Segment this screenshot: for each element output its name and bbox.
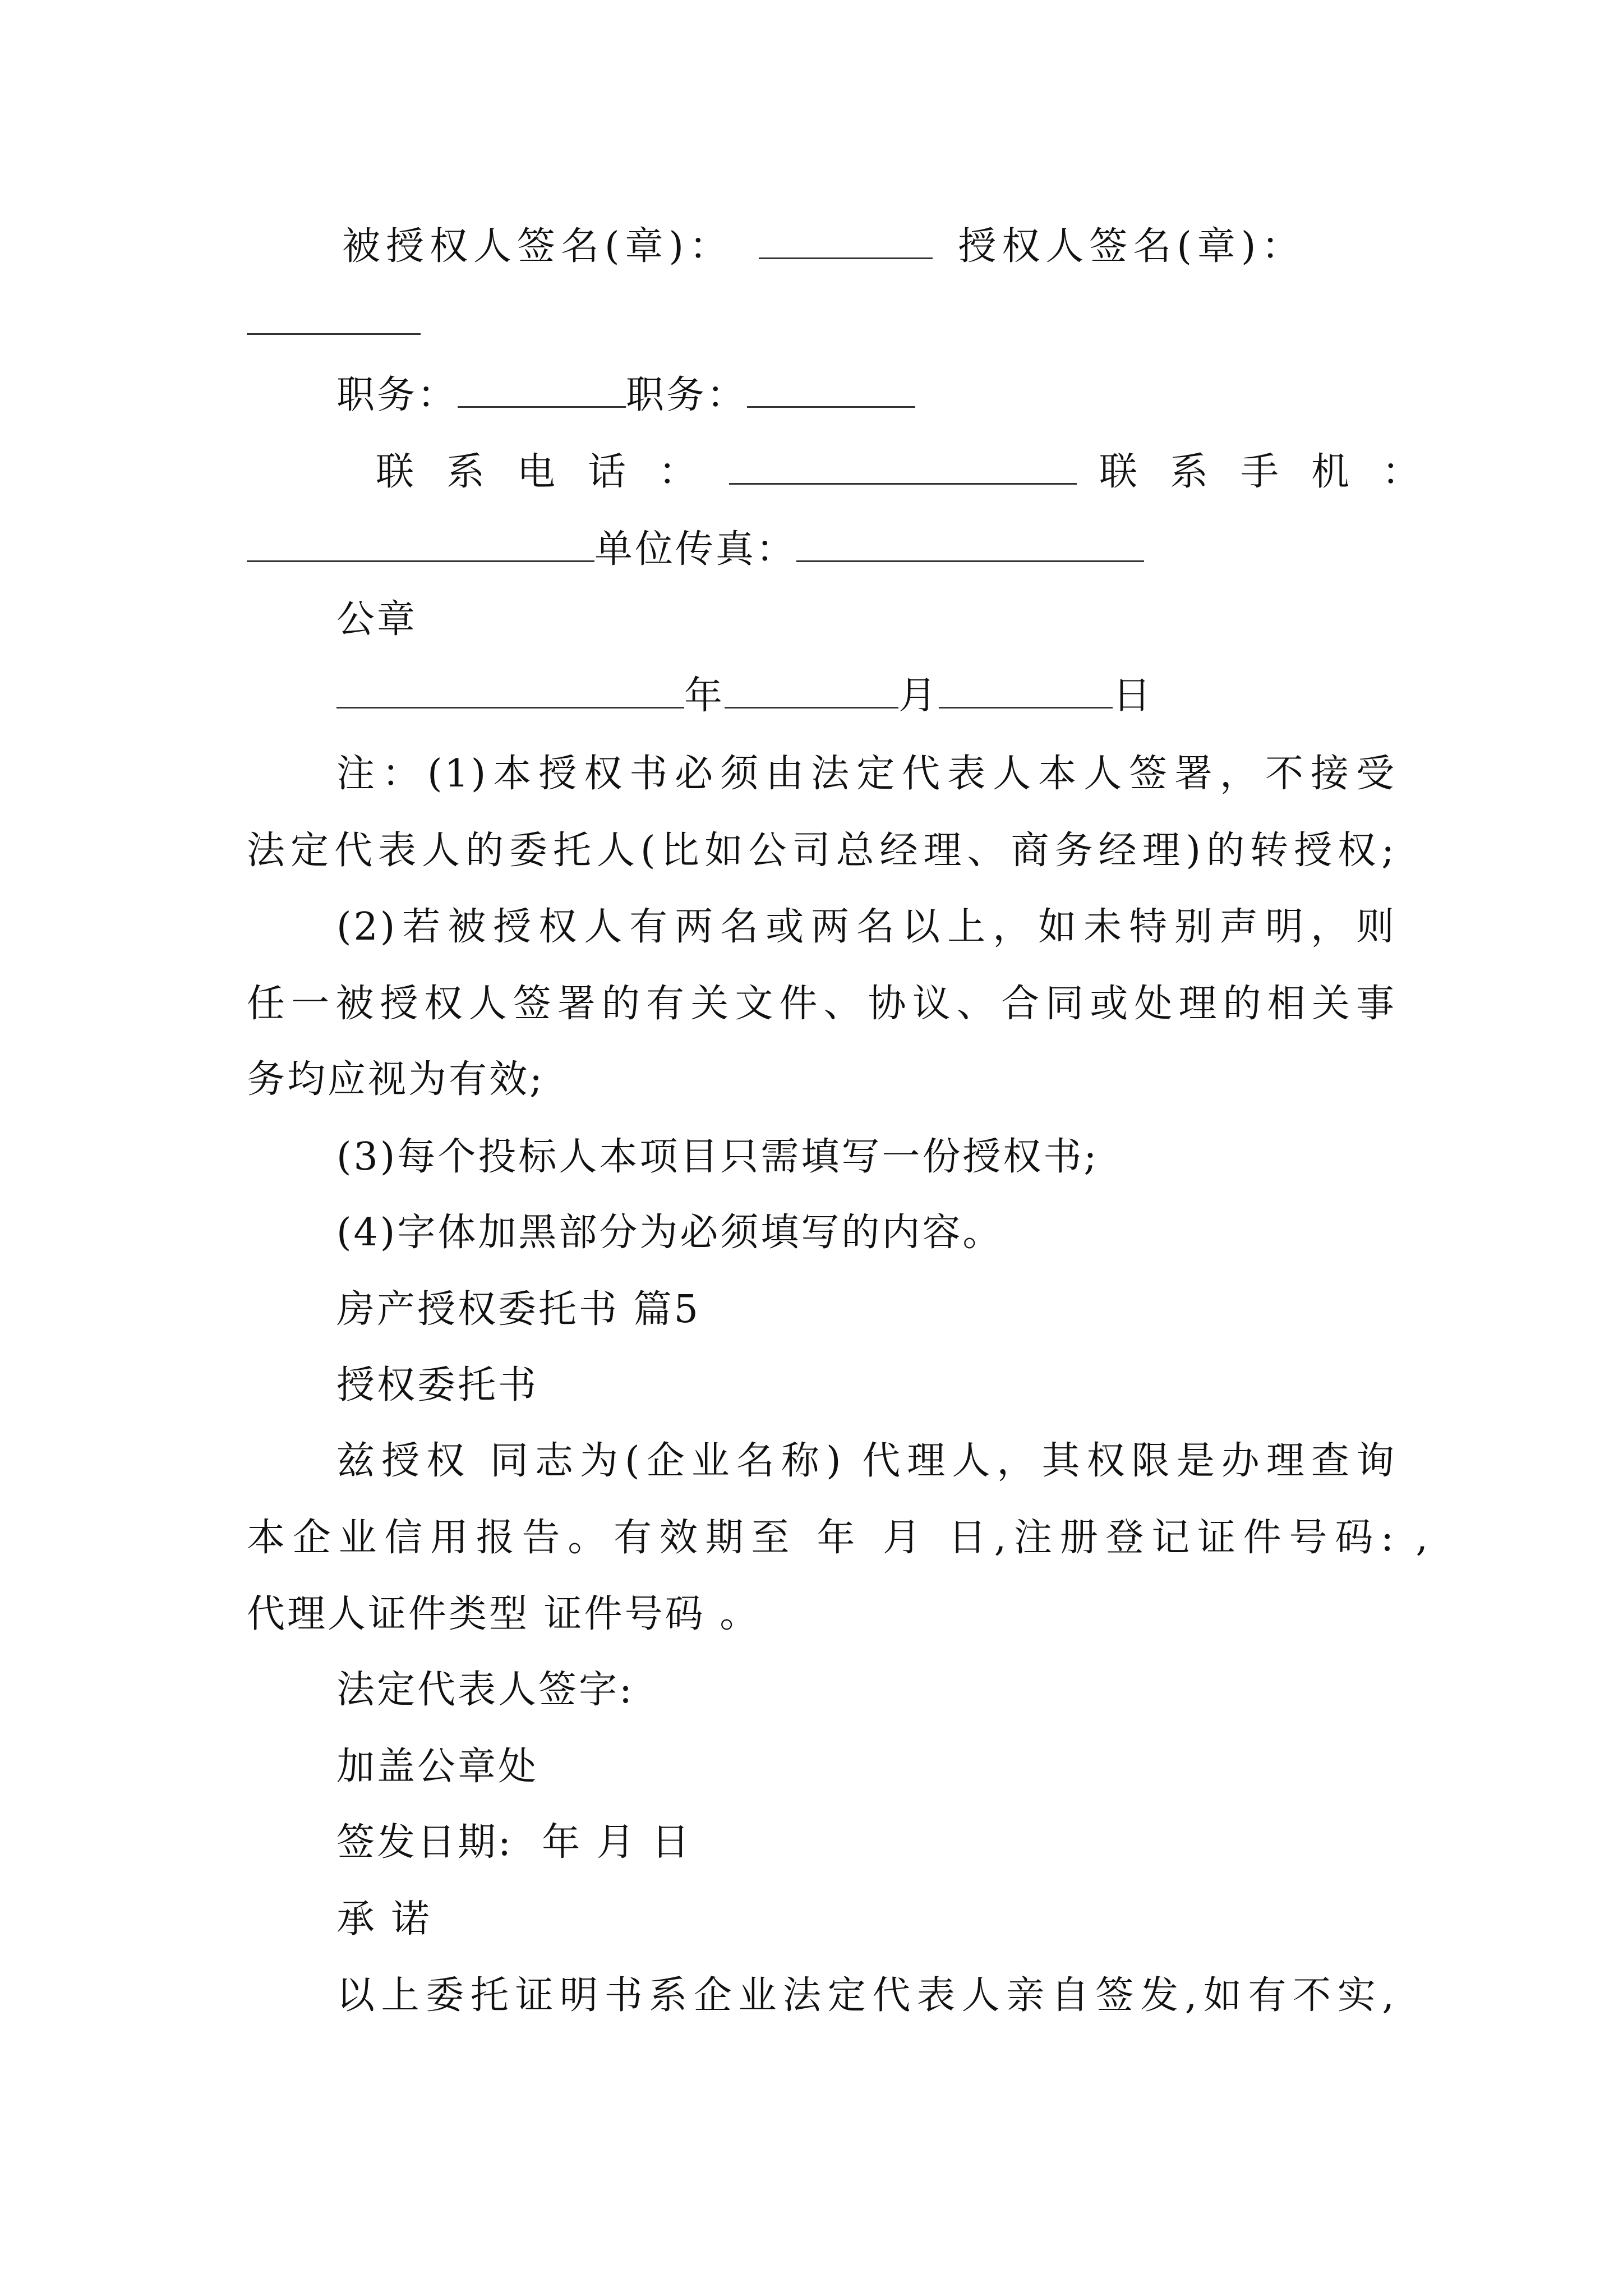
month-blank	[725, 672, 898, 708]
date-line	[336, 671, 1396, 721]
day-label: 日	[1113, 674, 1154, 718]
seal-place: 加盖公章处	[336, 1745, 539, 1789]
note1-line2: 法定代表人的委托人(比如公司总经理、商务经理)的转授权;	[247, 829, 1396, 873]
legal-rep-signature: 法定代表人签字:	[336, 1668, 634, 1712]
note2-line2: 任一被授权人签署的有关文件、协议、合同或处理的相关事	[247, 982, 1396, 1026]
phone-label: 联系电话：	[376, 450, 730, 494]
note3: (3)每个投标人本项目只需填写一份授权书;	[336, 1135, 1099, 1179]
phone-blank	[729, 448, 1077, 485]
grantee-sign-label: 被授权人签名(章)：	[342, 224, 734, 269]
seal-label: 公章	[336, 597, 418, 642]
fax-label: 单位传真：	[594, 527, 797, 572]
promise-title: 承 诺	[336, 1897, 432, 1941]
mobile-blank	[247, 526, 594, 562]
signature-line	[342, 222, 1396, 272]
position-line	[336, 370, 1396, 421]
phone-line	[376, 447, 1453, 498]
position-label-2: 职务：	[626, 373, 748, 417]
grantor-sign-blank	[247, 298, 421, 335]
section-heading: 房产授权委托书 篇5	[336, 1287, 700, 1332]
position-blank-2	[747, 371, 915, 408]
body-line2: 本企业信用报告。有效期至 年 月 日,注册登记证件号码: ,	[247, 1516, 1430, 1560]
grantee-sign-blank	[759, 223, 933, 259]
grantor-sign-blank-line	[247, 297, 1396, 348]
letter-title: 授权委托书	[336, 1363, 539, 1407]
grantor-sign-label: 授权人签名(章)：	[958, 224, 1306, 269]
issue-date: 签发日期: 年 月 日	[336, 1820, 692, 1865]
year-blank	[336, 672, 684, 708]
note2-line3: 务均应视为有效;	[247, 1057, 545, 1102]
seal-line	[336, 595, 1396, 645]
month-label: 月	[898, 674, 939, 718]
note1-line1: 注：(1)本授权书必须由法定代表人本人签署，不接受	[336, 752, 1396, 796]
position-blank-1	[458, 371, 626, 408]
note2-line1: (2)若被授权人有两名或两名以上，如未特别声明，则	[336, 905, 1396, 949]
day-blank	[939, 672, 1113, 708]
note4: (4)字体加黑部分为必须填写的内容。	[336, 1211, 1003, 1255]
year-label: 年	[684, 674, 725, 718]
fax-line	[247, 524, 1396, 575]
position-label-1: 职务：	[336, 373, 458, 417]
fax-blank	[796, 526, 1144, 562]
promise-line1: 以上委托证明书系企业法定代表人亲自签发,如有不实,	[336, 1973, 1396, 2018]
body-line1: 兹授权 同志为(企业名称) 代理人，其权限是办理查询	[336, 1439, 1396, 1483]
mobile-label: 联系手机：	[1099, 450, 1453, 494]
body-line3: 代理人证件类型 证件号码 。	[247, 1592, 760, 1636]
